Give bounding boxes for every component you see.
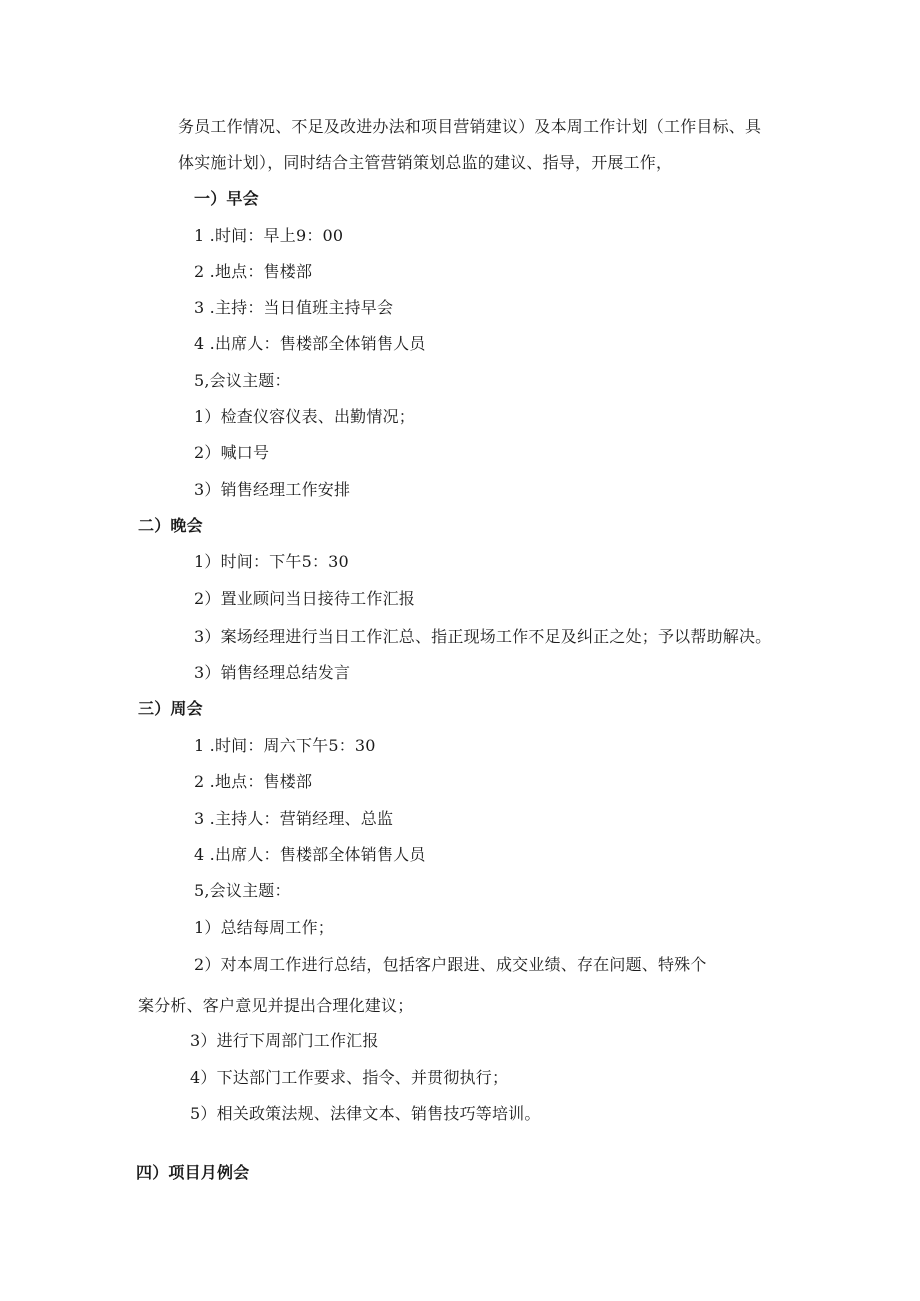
list-item: 1）时间：下午5：30 [194,552,349,571]
list-item-continuation: 案分析、客户意见并提出合理化建议； [138,996,414,1015]
list-item: 5,会议主题： [194,371,291,390]
list-item: 1 .时间：早上9：00 [194,226,344,245]
body-text-line: 体实施计划），同时结合主管营销策划总监的建议、指导，开展工作， [178,153,673,172]
list-item: 5,会议主题： [194,881,291,900]
list-item: 2）置业顾问当日接待工作汇报 [194,589,415,608]
list-item: 4 .出席人：售楼部全体销售人员 [194,334,426,353]
list-item: 2 .地点：售楼部 [194,772,313,791]
list-item: 4）下达部门工作要求、指令、并贯彻执行； [190,1068,509,1087]
list-item: 3）进行下周部门工作汇报 [190,1031,379,1050]
list-item: 3）销售经理工作安排 [194,480,351,499]
body-text-line: 务员工作情况、不足及改进办法和项目营销建议）及本周工作计划（工作目标、具 [178,117,762,136]
section-heading-monthly-meeting: 四）项目月例会 [136,1163,250,1182]
list-item: 3 .主持：当日值班主持早会 [194,298,394,317]
list-item: 2）喊口号 [194,443,270,462]
list-item: 3）销售经理总结发言 [194,663,351,682]
list-item: 3 .主持人：营销经理、总监 [194,809,394,828]
list-item: 1）检查仪容仪表、出勤情况； [194,407,415,426]
list-item: 3）案场经理进行当日工作汇总、指正现场工作不足及纠正之处；予以帮助解决。 [194,627,772,646]
list-item: 1 .时间：周六下午5：30 [194,736,376,755]
list-item: 1）总结每周工作； [194,918,334,937]
list-item: 2 .地点：售楼部 [194,262,313,281]
section-heading-evening-meeting: 二）晚会 [138,516,203,535]
list-item: 2）对本周工作进行总结，包括客户跟进、成交业绩、存在问题、特殊个 [194,955,707,974]
section-heading-weekly-meeting: 三）周会 [138,699,203,718]
list-item: 4 .出席人：售楼部全体销售人员 [194,845,426,864]
list-item: 5）相关政策法规、法律文本、销售技巧等培训。 [190,1104,541,1123]
section-heading-morning-meeting: 一）早会 [194,189,259,208]
